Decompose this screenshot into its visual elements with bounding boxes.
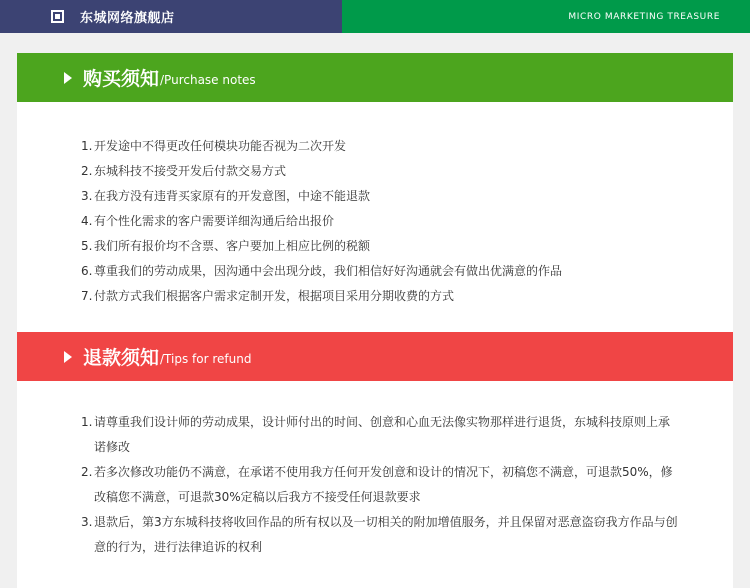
list-item: 3. 退款后，第3方东城科技将收回作品的所有权以及一切相关的附加增值服务，并且保留对恶意盗窃我方作品与创意的行为，进行法律追诉的权利 (81, 515, 678, 554)
store-banner (0, 0, 342, 33)
list-item: 3. 在我方没有违背买家原有的开发意图，中途不能退款 (81, 189, 371, 203)
refund-tips-header (17, 332, 733, 381)
purchase-notes-list (81, 134, 681, 309)
purchase-title-en: /Purchase notes (160, 73, 256, 87)
play-triangle-icon (64, 351, 72, 363)
list-item: 1. 请尊重我们设计师的劳动成果，设计师付出的时间、创意和心血无法像实物那样进行退货，东城科技原则上承诺修改 (81, 415, 671, 454)
refund-tips-section (17, 332, 733, 588)
refund-tips-list (81, 410, 681, 560)
list-item: 4. 有个性化需求的客户需要详细沟通后给出报价 (81, 214, 335, 228)
list-item: 2. 若多次修改功能仍不满意，在承诺不使用我方任何开发创意和设计的情况下，初稿您不满意，可退款50%，修改稿您不满意，可退款30%定稿以后我方不接受任何退款要求 (81, 465, 673, 504)
list-item: 2. 东城科技不接受开发后付款交易方式 (81, 164, 287, 178)
refund-title-cn: 退款须知 (83, 347, 160, 369)
list-item: 7. 付款方式我们根据客户需求定制开发，根据项目采用分期收费的方式 (81, 289, 455, 303)
list-item: 1. 开发途中不得更改任何模块功能否视为二次开发 (81, 139, 347, 153)
slogan-banner (342, 0, 750, 33)
refund-title-en: /Tips for refund (160, 352, 252, 366)
slogan-text: MICRO MARKETING TREASURE (568, 11, 720, 22)
store-name: 东城网络旗舰店 (80, 11, 175, 26)
purchase-notes-section (17, 53, 733, 332)
list-item: 5. 我们所有报价均不含票、客户要加上相应比例的税额 (81, 239, 371, 253)
list-item: 6. 尊重我们的劳动成果，因沟通中会出现分歧，我们相信好好沟通就会有做出优满意的作品 (81, 264, 563, 278)
top-bar (0, 0, 750, 33)
square-icon (51, 10, 64, 23)
play-triangle-icon (64, 72, 72, 84)
purchase-notes-header (17, 53, 733, 102)
purchase-title-cn: 购买须知 (83, 68, 160, 90)
